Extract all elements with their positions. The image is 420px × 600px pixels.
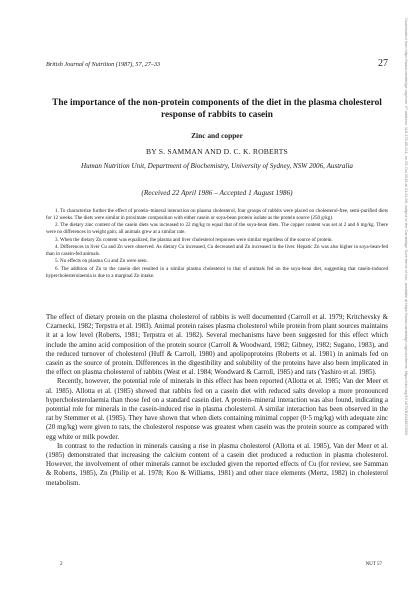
affiliation: Human Nutrition Unit, Department of Biochemistry, University of Sydney, NSW 2006, Australia [81,162,353,170]
page-footer [60,562,382,567]
summary-item: 4. Differences in liver Cu and Zn were observed. As dietary Cu increased, Cu decreased and Zn increased in the liver. Hepatic Zn was also higher in soya-bean-fed than in casein-fed animals. [46,244,388,257]
body-paragraph: In contrast to the reduction in minerals causing a rise in plasma cholesterol (Allotta et al. 1985), Van der Meer et al. (1985) demonstrated that increasing the calcium content of a casein diet produced a reduction in plasma cholesterol. However, the involvement of other minerals cannot be excluded given the reported effects of Cu (for review, see Samman & Roberts, 1985), Zn (Philip et al. 1978; Koo & Williams, 1981) and other trace elements (Mertz, 1982) in cholesterol metabolism. [46,441,388,487]
summary-item: 3. When the dietary Zn content was equalized, the plasma and liver cholesterol responses were similar regardless of the source of protein. [55,236,333,243]
body-text [46,313,388,488]
download-notice [399,18,411,590]
summary-item: 1. To characterize further the effect of protein–mineral interaction on plasma cholesterol, four groups of rabbits were placed on cholesterol-free, semi-purified diets for 12 weeks. The diets were similar in proximate composition with either casein or soya-bean protein isolate as the protein source (250 g/kg). [46,208,388,221]
summary-item: 2. The dietary zinc content of the casein diets was increased to 22 mg/kg to equal that of the soya-bean diets. The copper content was set at 2 and 6 mg/kg. There were no differences in weight gain; all animals grew at a similar rate. [46,222,388,236]
running-head [46,58,388,69]
download-notice-text: Downloaded from https://www.cambridge.org/core. IP address: 118.176.89.241, on 05 Oct 2019 at 21:24:05, subject to the Cambridge Core terms of use, available at https://www.cambridge.org/core/terms. https://doi.org/10.1079/BJN19870006 [404,18,409,436]
page-number: 27 [378,58,388,69]
body-paragraph: The effect of dietary protein on the plasma cholesterol of rabbits is well documented (Carroll et al. 1979; Kritchevsky & Czarnecki, 1982; Terpstra et al. 1983). Animal protein raises plasma cholesterol while protein from plant sources maintains it at a low level (Roberts, 1981; Terpstra et al. 1982). Several mechanisms have been suggested for this effect which include the amino acid composition of the protein source (Carroll & Woodward, 1982; Gibney, 1982; Sugano, 1983), and the reduced turnover of cholesterol (Huff & Carroll, 1980) and apolipoproteins (Roberts et al. 1981) in animals fed on casein as the source of protein. Differences in the digestibility and solubility of the proteins have also been implicated in the effect on plasma cholesterol of rabbits (West et al. 1984; Woodward & Carroll, 1985) and rats (Yashiro et al. 1985). [46,313,388,377]
footer-code: NUT 57 [365,562,382,567]
summary-item: 5. No effects on plasma Cu and Zn were seen. [55,258,148,265]
footer-signature: 2 [60,562,63,567]
body-paragraph: Recently, however, the potential role of minerals in this effect has been reported (Allotta et al. 1985; Van der Meer et al. 1985). Allotta et al. (1985) showed that rabbits fed on a casein diet with reduced salts develop a more pronounced hypercholesterolaemia than those fed on a standard casein diet. A protein–mineral interaction was also found, indicating a potential role for minerals in the casein-induced rise in plasma cholesterol. A similar interaction has been observed in the rat by Stemmer et al. (1985). They have shown that when diets containing minimal copper (0·5 mg/kg) with adequate zinc (20 mg/kg) were given to rats, the cholesterol response was greatest when casein was the protein source as compared with egg white or milk powder. [46,377,388,441]
article-title: The importance of the non-protein components of the diet in the plasma cholesterol response of rabbits to casein [52,98,382,121]
summary-item: 6. The addition of Zn to the casein diet resulted in a similar plasma cholesterol to that of animals fed on the soya-bean diet, suggesting that casein-induced hypercholesterolaemia is due to a marginal Zn intake. [46,265,388,279]
received-accepted-dates: (Received 22 April 1986 – Accepted 1 August 1986) [141,188,293,197]
authors: BY S. SAMMAN AND D. C. K. ROBERTS [146,147,288,156]
summary-list [46,208,388,280]
journal-citation: British Journal of Nutrition (1987), 57, 27–33 [46,61,161,68]
article-subtitle: Zinc and copper [191,131,243,140]
